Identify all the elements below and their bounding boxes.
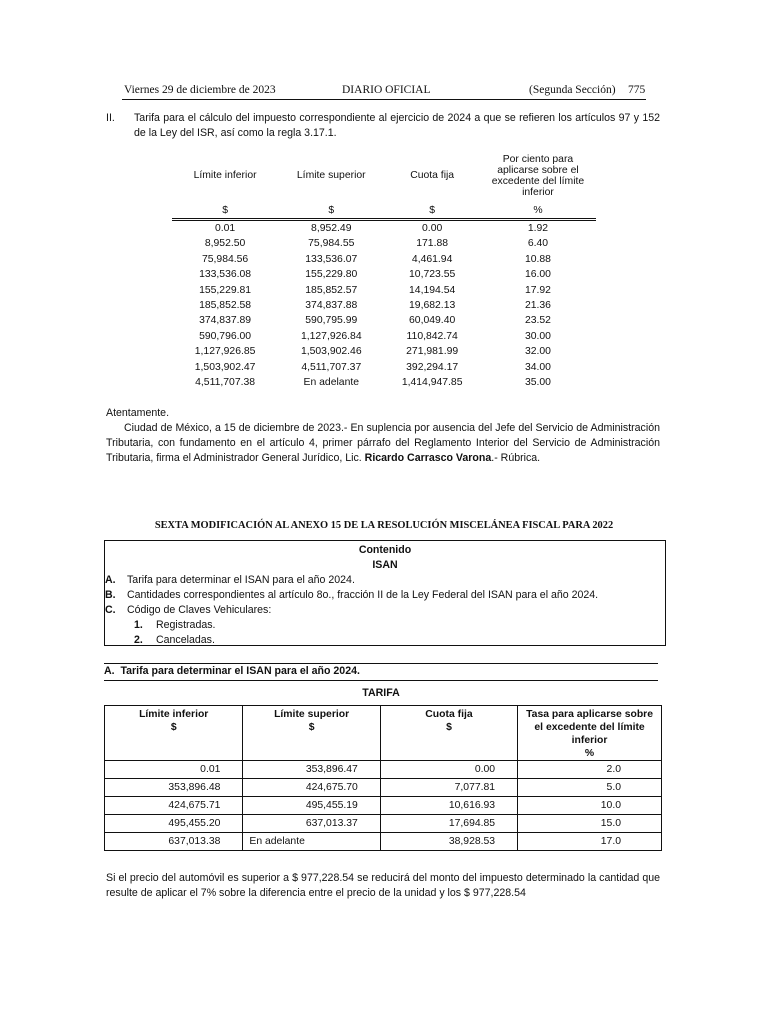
header-publication: DIARIO OFICIAL bbox=[342, 84, 431, 96]
col-header-por-ciento: Por ciento para aplicarse sobre el excedente del límite inferior bbox=[491, 153, 585, 198]
contents-item-label: A. bbox=[105, 574, 116, 586]
table-cell: 8,952.49 bbox=[311, 223, 352, 234]
table-cell: 10.88 bbox=[524, 253, 551, 265]
contents-subitem-label: 2. bbox=[134, 634, 143, 646]
col-header-limite-inferior bbox=[105, 706, 243, 761]
section-a-top-rule bbox=[104, 663, 658, 664]
header-unit: $ bbox=[308, 722, 315, 733]
table-cell: 424,675.71 bbox=[105, 797, 243, 815]
table-row bbox=[172, 236, 596, 251]
table-cell: 30.00 bbox=[524, 330, 551, 342]
header-unit: $ bbox=[170, 722, 177, 733]
table-cell: 8,952.50 bbox=[204, 238, 246, 250]
table-cell: 0.00 bbox=[422, 223, 443, 234]
tarifa-title: TARIFA bbox=[362, 687, 400, 699]
col-header-tasa bbox=[518, 706, 662, 761]
table-cell: 21.36 bbox=[524, 300, 551, 312]
intro-paragraph bbox=[106, 111, 660, 141]
table-cell: 185,852.58 bbox=[199, 300, 252, 312]
table-cell: 4,511,707.38 bbox=[195, 377, 256, 389]
intro-text: Tarifa para el cálculo del impuesto correspondiente al ejercicio de 2024 a que se refieren los artículos 97 y 152 de la Ley del ISR, así como la regla 3.17.1. bbox=[134, 112, 660, 139]
table-cell: 19,682.13 bbox=[409, 300, 456, 312]
header-date: Viernes 29 de diciembre de 2023 bbox=[124, 84, 276, 96]
table-row bbox=[105, 815, 662, 833]
table-cell: 7,077.81 bbox=[380, 779, 517, 797]
isr-tariff-body bbox=[172, 220, 596, 391]
table-cell: 4,511,707.37 bbox=[301, 361, 362, 373]
unit-cell: $ bbox=[172, 204, 278, 220]
table-cell: 10.0 bbox=[518, 797, 662, 815]
table-cell: En adelante bbox=[303, 377, 360, 389]
header-section: (Segunda Sección) bbox=[529, 84, 616, 96]
table-row bbox=[172, 344, 596, 359]
table-cell: 0.00 bbox=[380, 761, 517, 779]
contents-title: Contenido bbox=[358, 544, 412, 556]
table-header-row bbox=[172, 147, 596, 204]
signature-rubrica: .- Rúbrica. bbox=[491, 452, 541, 464]
table-cell: 0.01 bbox=[214, 223, 236, 234]
table-row bbox=[172, 298, 596, 313]
table-row bbox=[105, 833, 662, 851]
table-cell: 4,461.94 bbox=[411, 253, 453, 265]
table-cell: 133,536.08 bbox=[199, 269, 252, 281]
table-row bbox=[172, 375, 596, 390]
contents-subitem-text: Canceladas. bbox=[156, 634, 215, 646]
contents-item-label: B. bbox=[105, 589, 116, 601]
table-cell: 34.00 bbox=[524, 361, 551, 373]
header-name: Límite superior bbox=[274, 709, 350, 720]
table-row bbox=[105, 779, 662, 797]
table-cell: 1,127,926.85 bbox=[194, 346, 256, 358]
table-cell: 590,796.00 bbox=[199, 330, 252, 342]
header-page-number: 775 bbox=[628, 84, 646, 96]
signer-name: Ricardo Carrasco Varona bbox=[364, 452, 492, 464]
unit-cell: $ bbox=[384, 204, 480, 220]
table-cell: 155,229.80 bbox=[305, 269, 358, 281]
table-cell: 637,013.38 bbox=[105, 833, 243, 851]
table-cell: 17,694.85 bbox=[380, 815, 517, 833]
table-cell: 637,013.37 bbox=[243, 815, 380, 833]
table-cell: 495,455.19 bbox=[243, 797, 380, 815]
header-name: Cuota fija bbox=[425, 709, 473, 720]
table-cell: 110,842.74 bbox=[406, 330, 458, 342]
col-header-cuota-fija bbox=[380, 706, 517, 761]
contents-item-text: Código de Claves Vehiculares: bbox=[127, 604, 272, 616]
table-cell: 392,294.17 bbox=[406, 361, 459, 373]
intro-number: II. bbox=[106, 112, 115, 124]
contents-subitem-label: 1. bbox=[134, 619, 143, 631]
table-cell: 353,896.47 bbox=[243, 761, 380, 779]
table-row bbox=[105, 761, 662, 779]
table-cell: 590,795.99 bbox=[305, 315, 358, 327]
table-cell: 171.88 bbox=[416, 238, 449, 250]
contents-subtitle: ISAN bbox=[372, 559, 398, 571]
table-cell: 75,984.56 bbox=[201, 253, 249, 265]
table-cell: 10,616.93 bbox=[380, 797, 517, 815]
section-title: SEXTA MODIFICACIÓN AL ANEXO 15 DE LA RESOLUCIÓN MISCELÁNEA FISCAL PARA 2022 bbox=[154, 520, 614, 531]
table-cell: 75,984.55 bbox=[308, 238, 355, 250]
table-cell: 495,455.20 bbox=[105, 815, 243, 833]
col-header-cuota-fija: Cuota fija bbox=[410, 170, 455, 181]
header-unit: $ bbox=[446, 722, 452, 733]
table-cell: 1,127,926.84 bbox=[300, 330, 362, 342]
table-cell: 374,837.88 bbox=[305, 300, 358, 312]
table-row bbox=[172, 329, 596, 344]
isan-tariff-table bbox=[104, 705, 662, 851]
table-cell: 1,414,947.85 bbox=[401, 377, 463, 389]
table-row bbox=[172, 283, 596, 298]
table-cell: 374,837.89 bbox=[199, 315, 252, 327]
isan-tariff-body bbox=[105, 761, 662, 851]
table-cell: 17.0 bbox=[518, 833, 662, 851]
table-cell: 1,503,902.47 bbox=[194, 361, 256, 373]
contents-item-text: Tarifa para determinar el ISAN para el año 2024. bbox=[127, 574, 355, 586]
table-cell: 133,536.07 bbox=[305, 253, 358, 265]
table-row bbox=[172, 267, 596, 282]
table-cell: 15.0 bbox=[518, 815, 662, 833]
table-cell: 271,981.99 bbox=[406, 346, 459, 358]
table-cell: 1,503,902.46 bbox=[300, 346, 362, 358]
table-row bbox=[105, 797, 662, 815]
unit-cell: $ bbox=[278, 204, 384, 220]
table-cell: 155,229.81 bbox=[199, 284, 252, 296]
table-cell: 424,675.70 bbox=[243, 779, 380, 797]
table-row bbox=[172, 313, 596, 328]
table-header-row bbox=[105, 706, 662, 761]
contents-item-text: Cantidades correspondientes al artículo 8o., fracción II de la Ley Federal del ISAN para el año 2024. bbox=[127, 589, 599, 601]
table-cell: 185,852.57 bbox=[305, 284, 358, 296]
col-header-limite-inferior: Límite inferior bbox=[193, 170, 257, 181]
contents-box bbox=[104, 540, 666, 646]
col-header-limite-superior bbox=[243, 706, 380, 761]
signature-text: Ciudad de México, a 15 de diciembre de 2023.- En suplencia por ausencia del Jefe del Servicio de Administración Tributaria, con fundamento en el artículo 4, primer párrafo del Reglamento Interior del Servicio de Administración Tributaria, firma el Administrador General Jurídico, Lic. bbox=[106, 422, 660, 464]
table-row bbox=[172, 220, 596, 237]
header-divider bbox=[122, 99, 646, 100]
table-cell: 10,723.55 bbox=[409, 269, 456, 281]
section-a-heading: A. Tarifa para determinar el ISAN para el año 2024. bbox=[104, 665, 360, 677]
table-cell: 5.0 bbox=[518, 779, 662, 797]
unit-cell: % bbox=[480, 204, 596, 220]
col-header-limite-superior: Límite superior bbox=[296, 170, 366, 181]
table-cell: 14,194.54 bbox=[409, 284, 456, 296]
header-name: Tasa para aplicarse sobre el excedente del límite inferior bbox=[526, 709, 653, 746]
section-a-bottom-rule bbox=[104, 680, 658, 681]
table-cell: 17.92 bbox=[524, 284, 551, 296]
contents-subitem-text: Registradas. bbox=[156, 619, 216, 631]
table-cell: 6.40 bbox=[527, 238, 549, 250]
contents-item-label: C. bbox=[105, 604, 116, 616]
table-cell: 23.52 bbox=[524, 315, 551, 327]
table-cell: 16.00 bbox=[524, 269, 551, 281]
signature-paragraph bbox=[106, 421, 660, 466]
table-cell: En adelante bbox=[243, 833, 380, 851]
header-name: Límite inferior bbox=[139, 709, 209, 720]
table-unit-row bbox=[172, 204, 596, 220]
table-cell: 1.92 bbox=[527, 223, 549, 234]
header-unit: % bbox=[584, 748, 595, 759]
table-row bbox=[172, 360, 596, 375]
table-row bbox=[172, 252, 596, 267]
page-header bbox=[124, 84, 644, 100]
table-cell: 0.01 bbox=[105, 761, 243, 779]
isr-tariff-table bbox=[172, 147, 596, 390]
table-cell: 35.00 bbox=[524, 377, 551, 389]
table-cell: 353,896.48 bbox=[105, 779, 243, 797]
final-paragraph: Si el precio del automóvil es superior a $ 977,228.54 se reducirá del monto del impuesto determinado la cantidad que resulte de aplicar el 7% sobre la diferencia entre el precio de la unidad y los $ 977,228.54 bbox=[106, 872, 660, 899]
table-cell: 60,049.40 bbox=[409, 315, 456, 327]
table-cell: 32.00 bbox=[524, 346, 551, 358]
table-cell: 38,928.53 bbox=[380, 833, 517, 851]
atentamente: Atentamente. bbox=[106, 407, 170, 419]
table-cell: 2.0 bbox=[518, 761, 662, 779]
